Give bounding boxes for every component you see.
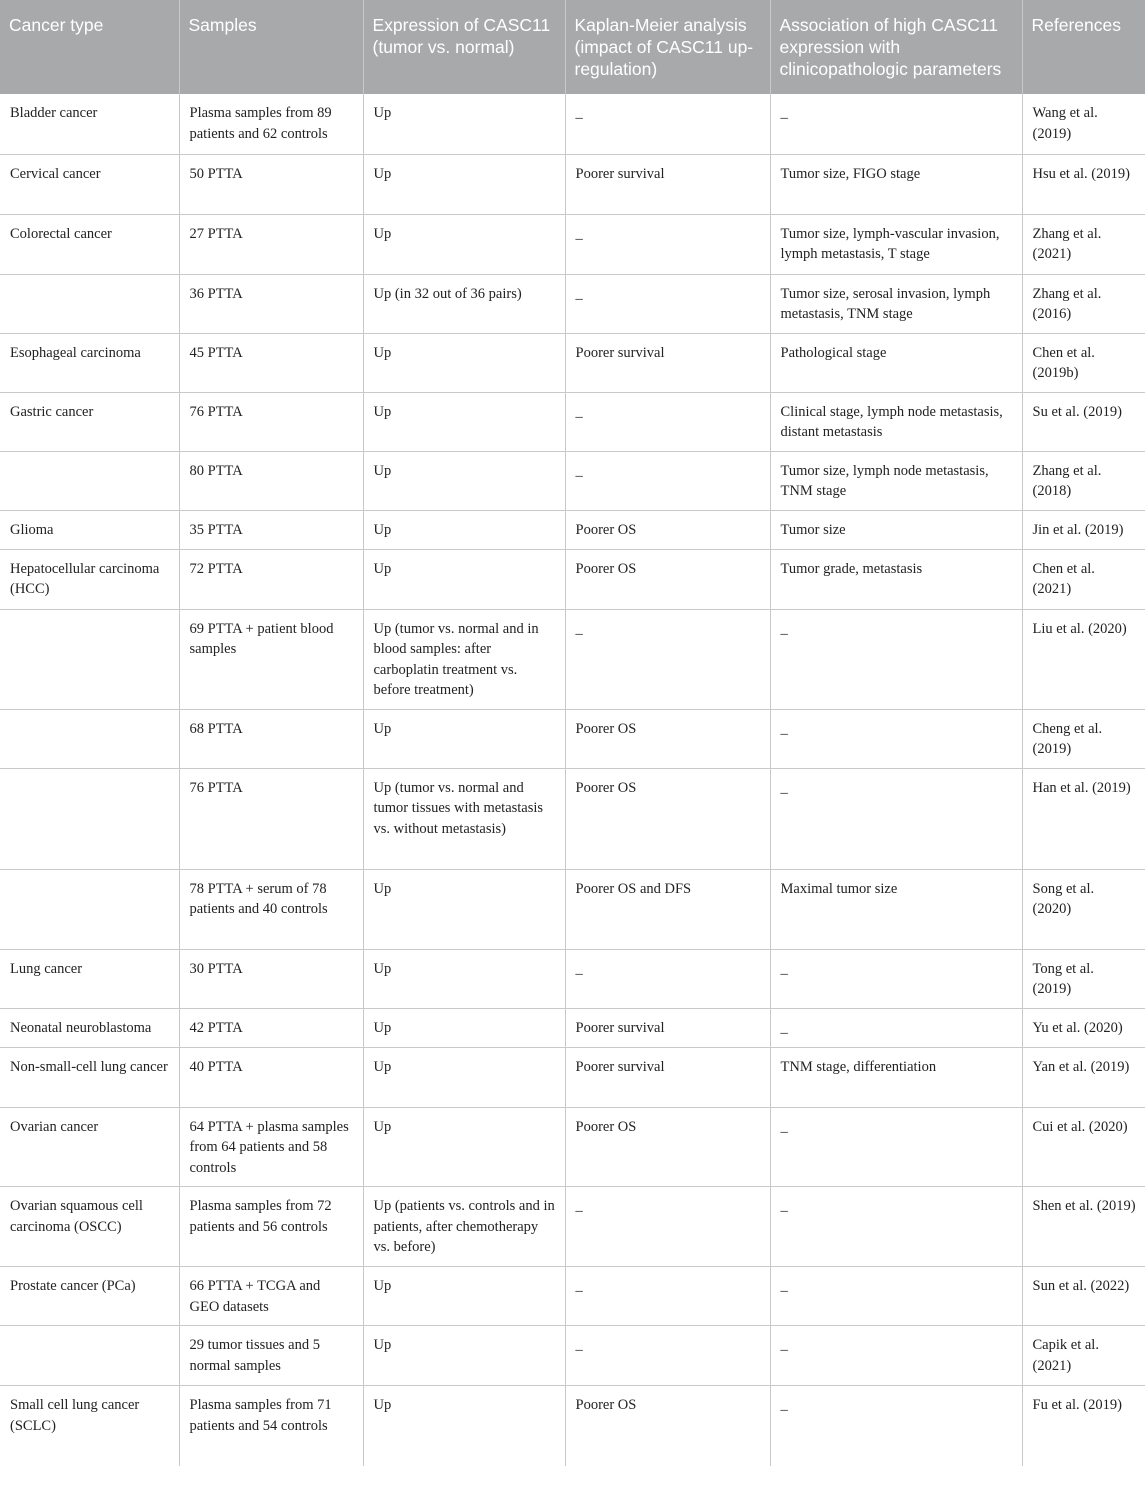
cell-association: Maximal tumor size [770,869,1022,949]
cell-association: _ [770,94,1022,154]
cell-cancer-type [0,869,179,949]
cell-expression: Up [363,1107,565,1187]
cell-expression: Up (patients vs. controls and in patients, after chemotherapy vs. before) [363,1187,565,1267]
cell-kaplan-meier: Poorer OS and DFS [565,869,770,949]
cell-association: Tumor size, serosal invasion, lymph metastasis, TNM stage [770,274,1022,333]
cell-samples: Plasma samples from 71 patients and 54 controls [179,1386,363,1466]
cell-cancer-type [0,609,179,709]
cell-kaplan-meier: Poorer OS [565,1107,770,1187]
cell-cancer-type: Colorectal cancer [0,214,179,274]
cell-expression: Up [363,549,565,609]
table-row [0,609,1145,709]
cell-cancer-type: Ovarian squamous cell carcinoma (OSCC) [0,1187,179,1267]
cell-samples: 40 PTTA [179,1047,363,1107]
cell-kaplan-meier: _ [565,274,770,333]
cell-kaplan-meier: _ [565,392,770,451]
cell-cancer-type: Prostate cancer (PCa) [0,1267,179,1326]
cell-cancer-type [0,709,179,768]
cell-cancer-type [0,451,179,510]
cell-kaplan-meier: Poorer OS [565,510,770,549]
cell-samples: Plasma samples from 72 patients and 56 controls [179,1187,363,1267]
cell-cancer-type: Cervical cancer [0,154,179,214]
cell-association: _ [770,1326,1022,1386]
cell-reference: Zhang et al. (2018) [1022,451,1145,510]
cell-samples: 36 PTTA [179,274,363,333]
cell-expression: Up [363,510,565,549]
table-row [0,549,1145,609]
cell-kaplan-meier: _ [565,1326,770,1386]
cell-samples: 27 PTTA [179,214,363,274]
cell-reference: Liu et al. (2020) [1022,609,1145,709]
cell-expression: Up (in 32 out of 36 pairs) [363,274,565,333]
cell-samples: 66 PTTA + TCGA and GEO datasets [179,1267,363,1326]
cell-expression: Up [363,949,565,1008]
table-row [0,1326,1145,1386]
table-header [0,0,1145,94]
table-row [0,1047,1145,1107]
cell-kaplan-meier: Poorer OS [565,709,770,768]
header-kaplan-meier: Kaplan-Meier analysis (impact of CASC11 up-regulation) [565,0,770,94]
cell-samples: 80 PTTA [179,451,363,510]
cell-cancer-type [0,1326,179,1386]
cell-reference: Tong et al. (2019) [1022,949,1145,1008]
cell-expression: Up [363,1267,565,1326]
cell-association: _ [770,1267,1022,1326]
table-row [0,333,1145,392]
header-samples: Samples [179,0,363,94]
cell-kaplan-meier: Poorer OS [565,1386,770,1466]
cell-samples: 69 PTTA + patient blood samples [179,609,363,709]
cell-association: _ [770,1187,1022,1267]
cell-kaplan-meier: _ [565,1187,770,1267]
table-row [0,709,1145,768]
cell-association: Clinical stage, lymph node metastasis, distant metastasis [770,392,1022,451]
cell-expression: Up [363,709,565,768]
cell-association: _ [770,1386,1022,1466]
cell-samples: 78 PTTA + serum of 78 patients and 40 controls [179,869,363,949]
cell-expression: Up (tumor vs. normal and in blood samples: after carboplatin treatment vs. before treatment) [363,609,565,709]
cell-cancer-type: Glioma [0,510,179,549]
cell-kaplan-meier: Poorer OS [565,549,770,609]
cell-association: Tumor size, lymph node metastasis, TNM stage [770,451,1022,510]
cell-samples: 45 PTTA [179,333,363,392]
cell-reference: Zhang et al. (2016) [1022,274,1145,333]
cell-samples: Plasma samples from 89 patients and 62 controls [179,94,363,154]
cell-samples: 50 PTTA [179,154,363,214]
cell-reference: Sun et al. (2022) [1022,1267,1145,1326]
cell-association: _ [770,768,1022,869]
cell-cancer-type: Esophageal carcinoma [0,333,179,392]
header-expression: Expression of CASC11 (tumor vs. normal) [363,0,565,94]
cell-association: Tumor size [770,510,1022,549]
cell-kaplan-meier: _ [565,94,770,154]
cell-kaplan-meier: Poorer survival [565,333,770,392]
cell-association: _ [770,1008,1022,1047]
header-association: Association of high CASC11 expression with clinicopathologic parameters [770,0,1022,94]
cell-samples: 76 PTTA [179,392,363,451]
table-row [0,949,1145,1008]
table-row [0,1008,1145,1047]
cell-samples: 30 PTTA [179,949,363,1008]
cell-cancer-type: Ovarian cancer [0,1107,179,1187]
cell-cancer-type [0,274,179,333]
cell-reference: Zhang et al. (2021) [1022,214,1145,274]
cell-reference: Yu et al. (2020) [1022,1008,1145,1047]
cell-reference: Cheng et al. (2019) [1022,709,1145,768]
cell-reference: Hsu et al. (2019) [1022,154,1145,214]
cell-expression: Up [363,1386,565,1466]
cell-association: _ [770,1107,1022,1187]
cell-expression: Up [363,1326,565,1386]
cell-cancer-type: Small cell lung cancer (SCLC) [0,1386,179,1466]
cell-expression: Up [363,214,565,274]
cell-samples: 29 tumor tissues and 5 normal samples [179,1326,363,1386]
cell-association: Tumor grade, metastasis [770,549,1022,609]
cell-association: Tumor size, lymph-vascular invasion, lymph metastasis, T stage [770,214,1022,274]
cell-cancer-type: Hepatocellular carcinoma (HCC) [0,549,179,609]
table-row [0,94,1145,154]
cell-expression: Up [363,869,565,949]
cell-expression: Up [363,1047,565,1107]
table-row [0,274,1145,333]
cell-kaplan-meier: Poorer survival [565,1008,770,1047]
cell-cancer-type: Gastric cancer [0,392,179,451]
cell-reference: Jin et al. (2019) [1022,510,1145,549]
table-body [0,94,1145,1466]
cell-cancer-type: Neonatal neuroblastoma [0,1008,179,1047]
cell-samples: 72 PTTA [179,549,363,609]
cell-expression: Up [363,1008,565,1047]
header-row [0,0,1145,94]
cell-expression: Up [363,392,565,451]
cell-association: _ [770,949,1022,1008]
cell-reference: Chen et al. (2021) [1022,549,1145,609]
cell-association: _ [770,709,1022,768]
cell-kaplan-meier: _ [565,1267,770,1326]
cell-reference: Song et al. (2020) [1022,869,1145,949]
cell-reference: Yan et al. (2019) [1022,1047,1145,1107]
cell-expression: Up (tumor vs. normal and tumor tissues with metastasis vs. without metastasis) [363,768,565,869]
cell-reference: Cui et al. (2020) [1022,1107,1145,1187]
cell-kaplan-meier: _ [565,214,770,274]
cell-samples: 42 PTTA [179,1008,363,1047]
cell-cancer-type: Lung cancer [0,949,179,1008]
table-row [0,392,1145,451]
table-row [0,1386,1145,1466]
cell-expression: Up [363,94,565,154]
cell-association: _ [770,609,1022,709]
cell-kaplan-meier: _ [565,949,770,1008]
table-row [0,154,1145,214]
cell-kaplan-meier: _ [565,609,770,709]
cell-association: Tumor size, FIGO stage [770,154,1022,214]
cell-reference: Han et al. (2019) [1022,768,1145,869]
table-row [0,510,1145,549]
cell-samples: 68 PTTA [179,709,363,768]
table-row [0,214,1145,274]
cell-cancer-type: Non-small-cell lung cancer [0,1047,179,1107]
cell-association: Pathological stage [770,333,1022,392]
cell-expression: Up [363,154,565,214]
cell-cancer-type: Bladder cancer [0,94,179,154]
cell-kaplan-meier: Poorer survival [565,1047,770,1107]
cell-samples: 64 PTTA + plasma samples from 64 patients and 58 controls [179,1107,363,1187]
cell-kaplan-meier: Poorer survival [565,154,770,214]
cell-kaplan-meier: _ [565,451,770,510]
cell-reference: Su et al. (2019) [1022,392,1145,451]
cell-expression: Up [363,333,565,392]
table-row [0,869,1145,949]
table-row [0,768,1145,869]
header-cancer-type: Cancer type [0,0,179,94]
cell-reference: Chen et al. (2019b) [1022,333,1145,392]
table-row [0,1267,1145,1326]
table-row [0,1107,1145,1187]
cell-reference: Shen et al. (2019) [1022,1187,1145,1267]
cell-reference: Wang et al. (2019) [1022,94,1145,154]
header-references: References [1022,0,1145,94]
cell-expression: Up [363,451,565,510]
cell-kaplan-meier: Poorer OS [565,768,770,869]
cell-samples: 35 PTTA [179,510,363,549]
cell-reference: Capik et al. (2021) [1022,1326,1145,1386]
cell-samples: 76 PTTA [179,768,363,869]
cell-reference: Fu et al. (2019) [1032,1397,1122,1413]
cell-cancer-type [0,768,179,869]
table-row [0,1187,1145,1267]
table-row [0,451,1145,510]
cell-association: TNM stage, differentiation [770,1047,1022,1107]
